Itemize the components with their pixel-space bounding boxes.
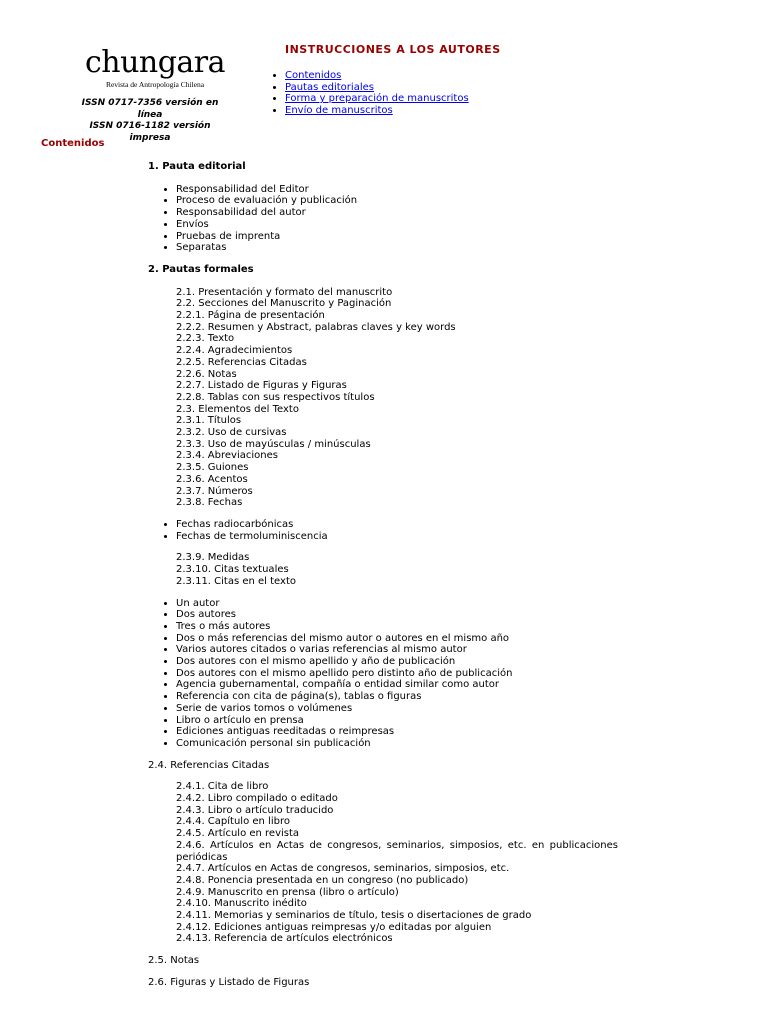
section-heading: 2. Pautas formales [148, 263, 254, 275]
list-item: 2.2.2. Resumen y Abstract, palabras claves y key words [176, 321, 456, 333]
list-item: • Proceso de evaluación y publicación [176, 195, 618, 207]
logo-wordmark: chungara [84, 45, 226, 80]
toc-item [285, 105, 469, 117]
section1-list [148, 184, 618, 254]
list-item: • Serie de varios tomos o volúmenes [176, 703, 618, 715]
list-item: 2.4.13. Referencia de artículos electrónicos [176, 933, 393, 945]
logo-subtitle: Revista de Antropología Chilena [105, 80, 205, 89]
list-item: • Dos autores [176, 609, 618, 621]
toc-item [285, 82, 469, 94]
toc-link-pautas-editoriales[interactable]: Pautas editoriales [285, 81, 374, 93]
toc-item [285, 93, 469, 105]
section2-sublist-b [148, 552, 618, 587]
list-item: 2.4.8. Ponencia presentada en un congreso (no publicado) [176, 874, 469, 886]
list-item: 2.4.11. Memorias y seminarios de título, tesis o disertaciones de grado [176, 910, 532, 922]
list-item: 2.2.3. Texto [176, 333, 235, 345]
list-item: 2.3.3. Uso de mayúsculas / minúsculas [176, 438, 371, 450]
list-item: • Referencia con cita de página(s), tablas o figuras [176, 691, 618, 703]
list-item: • Varios autores citados o varias referencias al mismo autor [176, 644, 618, 656]
list-item: 2.3.1. Títulos [176, 415, 242, 427]
list-item: • Fechas de termoluminiscencia [176, 531, 618, 543]
issn-online: ISSN 0717-7356 versión en línea [81, 98, 219, 120]
list-item: • Responsabilidad del Editor [176, 184, 618, 196]
toc-item [285, 70, 469, 82]
toc-link-contenidos[interactable]: Contenidos [285, 70, 342, 81]
list-item: 2.4.6. Artículos en Actas de congresos, seminarios, simposios, etc. en publicaciones periódicas [176, 839, 618, 863]
list-item: 2.3.11. Citas en el texto [176, 575, 296, 587]
list-item: 2.4.7. Artículos en Actas de congresos, seminarios, simposios, etc. [176, 863, 510, 875]
list-item: • Dos autores con el mismo apellido y año de publicación [176, 656, 618, 668]
list-item: 2.2.7. Listado de Figuras y Figuras [176, 380, 347, 392]
list-item: 2.2. Secciones del Manuscrito y Paginación [176, 298, 392, 310]
toc-link-envio-manuscritos[interactable]: Envío de manuscritos [285, 105, 393, 117]
list-item: • Libro o artículo en prensa [176, 715, 618, 727]
list-item: • Comunicación personal sin publicación [176, 738, 618, 750]
list-item: 2.4.10. Manuscrito inédito [176, 898, 307, 910]
list-item: 2.4.4. Capítulo en libro [176, 816, 290, 828]
list-item: 2.2.5. Referencias Citadas [176, 356, 307, 368]
section-heading: 2.5. Notas [148, 955, 200, 967]
section-heading: 1. Pauta editorial [148, 161, 246, 172]
list-item: 2.3.8. Fechas [176, 497, 243, 509]
list-item: 2.4.1. Cita de libro [176, 781, 269, 793]
list-item: 2.3.2. Uso de cursivas [176, 427, 287, 439]
list-item: 2.3. Elementos del Texto [176, 403, 299, 415]
toc-link-forma-preparacion[interactable]: Forma y preparación de manuscritos [285, 93, 469, 105]
section2-sublist [148, 287, 618, 509]
list-item: • Separatas [176, 242, 618, 254]
list-item: • Envíos [176, 219, 618, 231]
list-item: 2.4.12. Ediciones antiguas reimpresas y/o editadas por alguien [176, 921, 492, 933]
list-item: 2.2.8. Tablas con sus respectivos títulos [176, 391, 375, 403]
list-item: • Fechas radiocarbónicas [176, 519, 618, 531]
fechas-bullets [148, 519, 618, 542]
list-item: 2.3.7. Números [176, 485, 253, 497]
list-item: 2.4.3. Libro o artículo traducido [176, 804, 334, 816]
page-title: INSTRUCCIONES A LOS AUTORES [285, 43, 501, 56]
issn-print: ISSN 0716-1182 versión impresa [89, 121, 211, 143]
list-item: 2.4.9. Manuscrito en prensa (libro o artículo) [176, 886, 399, 898]
list-item: 2.3.6. Acentos [176, 473, 248, 485]
list-item: • Dos o más referencias del mismo autor o autores en el mismo año [176, 633, 618, 645]
toc-list [271, 70, 469, 117]
list-item: 2.3.10. Citas textuales [176, 564, 289, 576]
list-item: • Ediciones antiguas reeditadas o reimpresas [176, 726, 618, 738]
list-item: 2.4.5. Artículo en revista [176, 828, 300, 840]
section24-sublist [148, 781, 618, 945]
list-item: 2.4.2. Libro compilado o editado [176, 793, 338, 805]
list-item: 2.1. Presentación y formato del manuscrito [176, 286, 393, 298]
list-item: 2.2.6. Notas [176, 368, 237, 380]
list-item: 2.2.1. Página de presentación [176, 310, 325, 322]
contenidos-label: Contenidos [41, 138, 105, 149]
list-item: • Responsabilidad del autor [176, 207, 618, 219]
journal-logo [80, 45, 230, 89]
list-item: • Un autor [176, 598, 618, 610]
citas-bullets [148, 598, 618, 750]
list-item: 2.2.4. Agradecimientos [176, 345, 293, 357]
section-heading: 2.4. Referencias Citadas [148, 759, 270, 771]
section-heading: 2.6. Figuras y Listado de Figuras [148, 976, 310, 988]
list-item: 2.3.5. Guiones [176, 462, 249, 474]
list-item: 2.3.9. Medidas [176, 552, 250, 564]
list-item: • Dos autores con el mismo apellido pero distinto año de publicación [176, 668, 618, 680]
list-item: • Pruebas de imprenta [176, 231, 618, 243]
list-item: • Agencia gubernamental, compañía o entidad similar como autor [176, 679, 618, 691]
list-item: • Tres o más autores [176, 621, 618, 633]
main-content [148, 161, 618, 989]
list-item: 2.3.4. Abreviaciones [176, 450, 278, 462]
